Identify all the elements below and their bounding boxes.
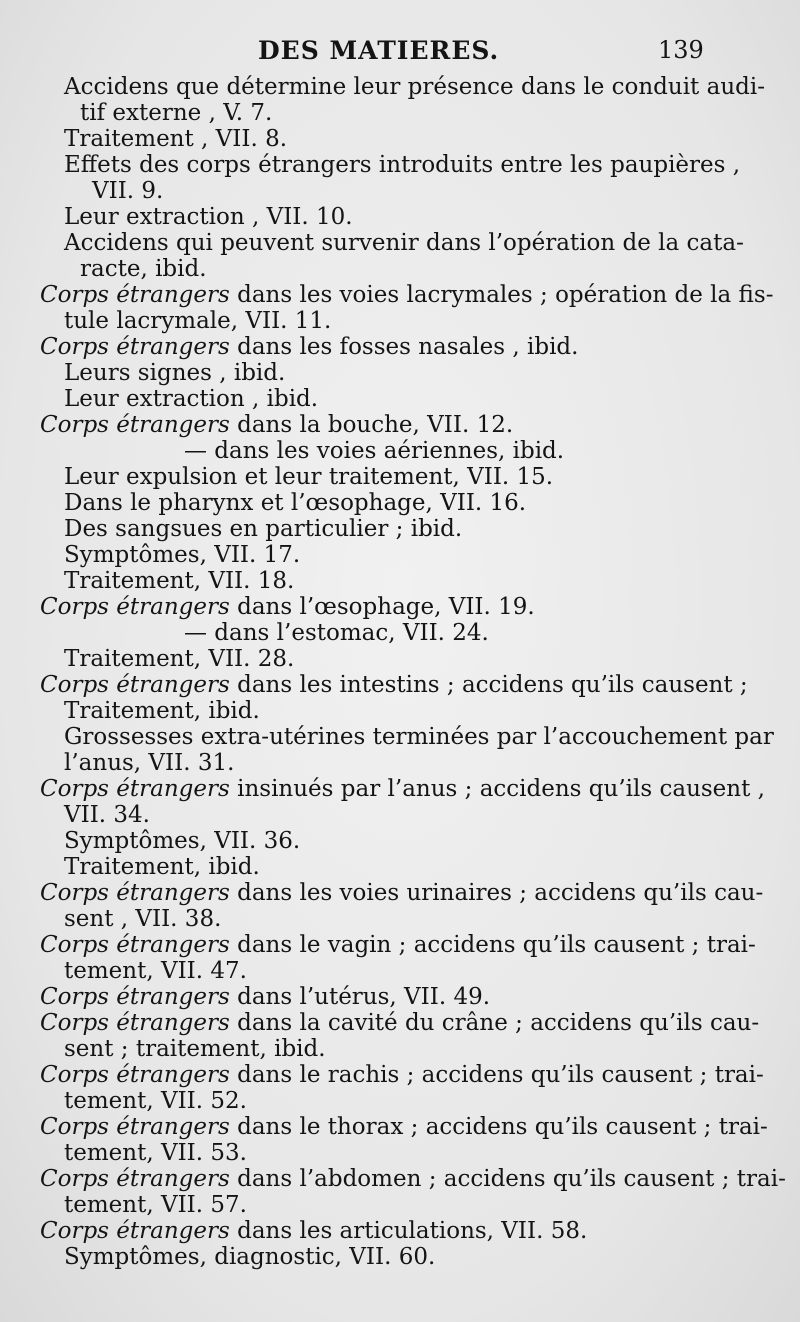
index-line: tement, VII. 57. [64,1192,247,1218]
index-line: Corps étrangers dans l’abdomen ; accidens qu’ils causent ; trai- [40,1166,786,1192]
index-line: VII. 34. [64,802,150,828]
index-line: tement, VII. 53. [64,1140,247,1166]
index-line: Corps étrangers dans les articulations, VII. 58. [40,1218,588,1244]
index-line: Corps étrangers dans l’utérus, VII. 49. [40,984,491,1010]
index-line: Corps étrangers dans la bouche, VII. 12. [40,412,514,438]
index-line: — dans l’estomac, VII. 24. [184,620,489,646]
index-line: Corps étrangers dans la cavité du crâne ; accidens qu’ils cau- [40,1010,760,1036]
index-line: tement, VII. 52. [64,1088,247,1114]
index-line: Accidens qui peuvent survenir dans l’opération de la cata- [64,230,744,256]
page-number: 139 [658,36,704,64]
index-line: Leurs signes , ibid. [64,360,286,386]
index-line: Corps étrangers dans les fosses nasales , ibid. [40,334,579,360]
index-line: tement, VII. 47. [64,958,247,984]
page-title: DES MATIERES. [258,36,500,65]
index-line: Symptômes, VII. 36. [64,828,301,854]
index-line: Leur expulsion et leur traitement, VII. 15. [64,464,554,490]
index-line: Traitement, ibid. [64,698,260,724]
index-line: Symptômes, diagnostic, VII. 60. [64,1244,436,1270]
index-line: Leur extraction , ibid. [64,386,319,412]
index-line: Traitement, VII. 28. [64,646,295,672]
index-line: Traitement, VII. 18. [64,568,295,594]
index-line: Corps étrangers insinués par l’anus ; accidens qu’ils causent , [40,776,765,802]
index-line: VII. 9. [92,178,164,204]
index-line: Corps étrangers dans les voies urinaires ; accidens qu’ils cau- [40,880,764,906]
index-line: Dans le pharynx et l’œsophage, VII. 16. [64,490,527,516]
index-line: Traitement , VII. 8. [64,126,288,152]
index-line: — dans les voies aériennes, ibid. [184,438,565,464]
index-line: Symptômes, VII. 17. [64,542,301,568]
index-line: Corps étrangers dans le rachis ; accidens qu’ils causent ; trai- [40,1062,764,1088]
index-line: Corps étrangers dans les intestins ; accidens qu’ils causent ; [40,672,748,698]
running-header [0,36,800,70]
index-line: Corps étrangers dans le thorax ; accidens qu’ils causent ; trai- [40,1114,768,1140]
index-line: sent ; traitement, ibid. [64,1036,326,1062]
index-line: Traitement, ibid. [64,854,260,880]
index-line: Corps étrangers dans les voies lacrymales ; opération de la fis- [40,282,774,308]
index-line: tif externe , V. 7. [80,100,273,126]
index-line: Effets des corps étrangers introduits entre les paupières , [64,152,741,178]
index-line: Grossesses extra-utérines terminées par l’accouchement par [64,724,774,750]
index-line: l’anus, VII. 31. [64,750,235,776]
index-line: Leur extraction , VII. 10. [64,204,353,230]
index-line: Corps étrangers dans le vagin ; accidens qu’ils causent ; trai- [40,932,756,958]
index-line: Corps étrangers dans l’œsophage, VII. 19. [40,594,535,620]
index-line: racte, ibid. [80,256,207,282]
index-line: sent , VII. 38. [64,906,222,932]
index-line: Des sangsues en particulier ; ibid. [64,516,463,542]
index-line: Accidens que détermine leur présence dans le conduit audi- [64,74,765,100]
index-line: tule lacrymale, VII. 11. [64,308,332,334]
